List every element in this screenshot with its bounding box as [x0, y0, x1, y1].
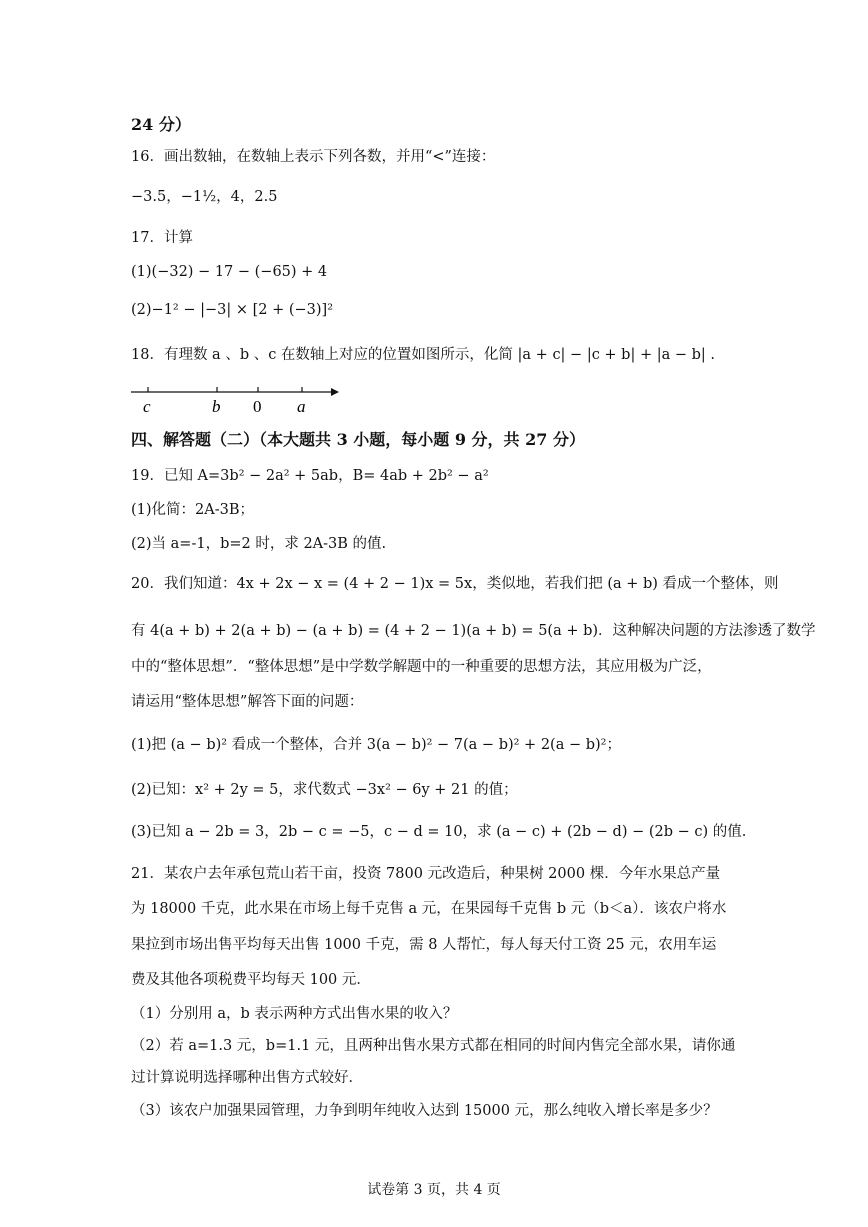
question-21-line-4: 费及其他各项税费平均每天 100 元．	[131, 972, 371, 988]
page-footer: 试卷第 3 页，共 4 页	[367, 1182, 501, 1198]
question-20-part-2: (2)已知：x² + 2y = 5，求代数式 −3x² − 6y + 21 的值；	[131, 782, 518, 798]
number-line-diagram	[131, 382, 341, 418]
label-zero: 0	[253, 397, 262, 416]
question-21-line-1: 21．某农户去年承包荒山若干亩，投资 7800 元改造后，种果树 2000 棵．今年水果总产量	[131, 866, 721, 882]
question-19-part-2: (2)当 a=-1，b=2 时，求 2A-3B 的值.	[131, 536, 387, 552]
axis-arrow	[331, 388, 339, 396]
question-20-line-1: 20．我们知道：4x + 2x − x = (4 + 2 − 1)x = 5x，类似地，若我们把 (a + b) 看成一个整体，则	[131, 576, 779, 592]
label-b: b	[212, 397, 221, 416]
question-16: 16．画出数轴，在数轴上表示下列各数，并用“<”连接：	[131, 149, 496, 165]
question-19-part-1: (1)化简：2A-3B；	[131, 502, 255, 518]
label-a: a	[297, 397, 306, 416]
question-20-line-2: 有 4(a + b) + 2(a + b) − (a + b) = (4 + 2 − 1)(a + b) = 5(a + b)．这种解决问题的方法渗透了数学	[131, 623, 816, 639]
question-20-line-3: 中的“整体思想”．“整体思想”是中学数学解题中的一种重要的思想方法，其应用极为广泛，	[131, 659, 712, 675]
question-21-part-2: （2）若 a=1.3 元，b=1.1 元，且两种出售水果方式都在相同的时间内售完全部水果，请你通	[131, 1038, 736, 1054]
section-continuation: 24 分）	[131, 115, 191, 134]
section-heading-4: 四、解答题（二）（本大题共 3 小题，每小题 9 分，共 27 分）	[131, 430, 585, 449]
question-21-part-1: （1）分别用 a，b 表示两种方式出售水果的收入？	[131, 1006, 458, 1022]
question-20-part-1: (1)把 (a − b)² 看成一个整体，合并 3(a − b)² − 7(a − b)² + 2(a − b)²；	[131, 737, 621, 753]
question-17-part-2: (2)−1² − |−3| × [2 + (−3)]²	[131, 302, 334, 318]
label-c: c	[143, 397, 151, 416]
question-21-line-3: 果拉到市场出售平均每天出售 1000 千克，需 8 人帮忙，每人每天付工资 25 元，农用车运	[131, 937, 717, 953]
question-21-part-2-cont: 过计算说明选择哪种出售方式较好．	[131, 1070, 363, 1086]
question-20-part-3: (3)已知 a − 2b = 3，2b − c = −5，c − d = 10，求 (a − c) + (2b − d) − (2b − c) 的值.	[131, 824, 747, 840]
question-20-line-4: 请运用“整体思想”解答下面的问题：	[131, 694, 364, 710]
question-17-part-1: (1)(−32) − 17 − (−65) + 4	[131, 264, 328, 280]
question-18: 18．有理数 a 、b 、c 在数轴上对应的位置如图所示，化简 |a + c| − |c + b| + |a − b| .	[131, 347, 716, 363]
question-17: 17．计算	[131, 230, 193, 246]
question-21-part-3: （3）该农户加强果园管理，力争到明年纯收入达到 15000 元，那么纯收入增长率是多少？	[131, 1103, 718, 1119]
question-19: 19．已知 A=3b² − 2a² + 5ab，B= 4ab + 2b² − a²	[131, 468, 489, 484]
question-21-line-2: 为 18000 千克，此水果在市场上每千克售 a 元，在果园每千克售 b 元（b＜a）．该农户将水	[131, 901, 727, 917]
question-16-numbers: −3.5，−1½，4，2.5	[131, 189, 278, 205]
